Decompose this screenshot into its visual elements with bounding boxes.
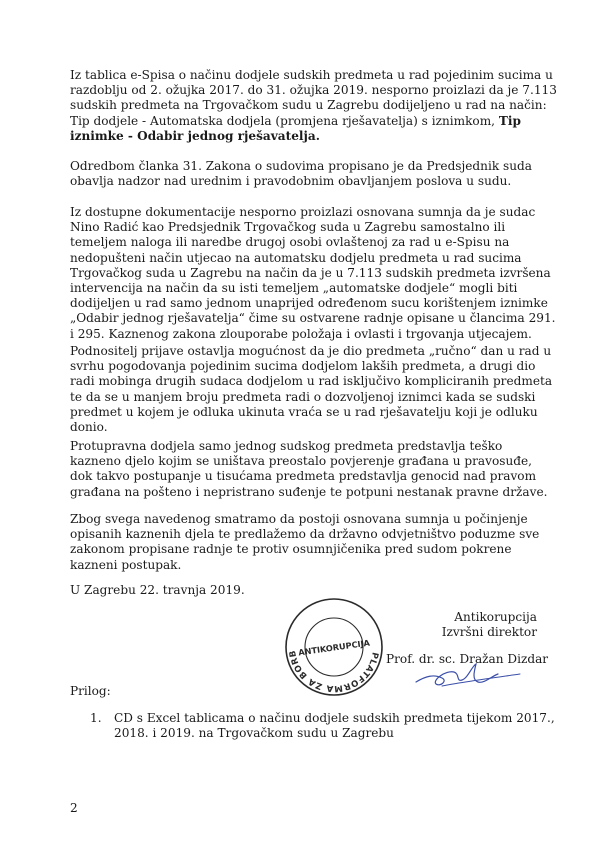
text-line: dok takvo postupanje u tisućama predmeta predstavlja genocid nad pravom bbox=[70, 469, 537, 484]
paragraph-conclusion bbox=[70, 512, 540, 573]
text-line: opisanih kaznenih djela te predlažemo da državno odvjetništvo poduzme sve bbox=[70, 527, 540, 542]
bold-text-segment: Tip bbox=[498, 113, 521, 128]
text-line: Iz tablica e-Spisa o načinu dodjele sudskih predmeta u rad pojedinim sucima u bbox=[70, 68, 553, 82]
text-line: sudskih predmeta na Trgovačkom sudu u Zagrebu dodijeljeno u rad na način: bbox=[70, 98, 547, 113]
stamp-ring-text: PLATFORMA ZA BORB bbox=[288, 649, 380, 694]
text-line: zakonom propisane radnje te protiv osumnjičenika pred sudom pokrene bbox=[70, 542, 512, 557]
text-line: „Odabir jednog rješavatelja“ čime su ostvarene radnje opisane u člancima 291. bbox=[70, 311, 556, 326]
text-line: CD s Excel tablicama o načinu dodjele sudskih predmeta tijekom 2017., bbox=[114, 711, 555, 725]
handwritten-signature bbox=[412, 660, 524, 692]
text-line: 2018. i 2019. na Trgovačkom sudu u Zagrebu bbox=[114, 726, 394, 741]
text-line: kazneno djelo kojim se uništava preostalo povjerenje građana u pravosuđe, bbox=[70, 454, 532, 469]
text-line: Zbog svega navedenog smatramo da postoji osnovana sumnja u počinjenje bbox=[70, 512, 528, 526]
signer-block bbox=[442, 610, 537, 640]
signer-role: Izvršni direktor bbox=[441, 625, 537, 640]
text-line: te da se u manjem broju predmeta radi o dozvoljenoj iznimci kada se sudski bbox=[70, 389, 536, 404]
text-line: građana na pošteno i nepristrano suđenje te potpuni nestanak pravne države. bbox=[70, 484, 548, 499]
text-line: Trgovačkog suda u Zagrebu na način da je u 7.113 sudskih predmeta izvršena bbox=[70, 265, 551, 280]
paragraph-unlawful-assignment bbox=[70, 439, 548, 500]
text-line: kazneni postupak. bbox=[70, 557, 182, 572]
signer-organization: Antikorupcija bbox=[454, 610, 537, 624]
text-line: Podnositelj prijave ostavlja mogućnost da je dio predmeta „ručno“ dan u rad u bbox=[70, 344, 552, 358]
text-segment: Tip dodjele - Automatska dodjela (promjena rješavatelja) s iznimkom, bbox=[70, 113, 499, 128]
list-item-text bbox=[114, 711, 555, 741]
text-line: Odredbom članka 31. Zakona o sudovima propisano je da Predsjednik suda bbox=[70, 159, 532, 173]
paragraph-manual-assignment bbox=[70, 344, 553, 435]
text-line: Nino Radić kao Predsjednik Trgovačkog suda u Zagrebu samostalno ili bbox=[70, 220, 506, 235]
list-item-number: 1. bbox=[90, 711, 102, 725]
attachments-label: Prilog: bbox=[70, 684, 111, 698]
text-line: i 295. Kaznenog zakona zlouporabe položaja i ovlasti i trgovanja utjecajem. bbox=[70, 326, 532, 341]
paragraph-court-law bbox=[70, 159, 540, 189]
paragraph-suspicion bbox=[70, 205, 556, 342]
text-line: radi mobinga drugih sudaca dodjelom u rad isključivo kompliciranih predmeta bbox=[70, 374, 553, 389]
bold-text-line: iznimke - Odabir jednog rješavatelja. bbox=[70, 128, 320, 143]
text-line: temeljem naloga ili naredbe drugoj osobi ovlaštenoj za rad u e-Spisu na bbox=[70, 235, 510, 250]
text-line: predmet u kojem je odluka ukinuta vraća se u rad rješavatelju koji je odluku bbox=[70, 404, 538, 419]
text-line: dodijeljen u rad samo jednom unaprijed određenom sucu korištenjem iznimke bbox=[70, 296, 548, 311]
signature-graphic bbox=[412, 660, 524, 692]
stamp-center-text: ANTIKORUPCIJA bbox=[297, 637, 371, 658]
text-line: svrhu pogodovanja pojedinim sucima dodjelom lakših predmeta, a drugi dio bbox=[70, 359, 536, 374]
text-line: Protupravna dodjela samo jednog sudskog predmeta predstavlja teško bbox=[70, 439, 503, 453]
organization-stamp bbox=[283, 596, 385, 698]
text-line: intervencija na način da su isti temeljem „automatske dodjele“ mogli biti bbox=[70, 281, 518, 296]
signer-name: Prof. dr. sc. Dražan Dizdar bbox=[386, 652, 549, 666]
paragraph-espis-tables bbox=[70, 68, 557, 144]
text-line: razdoblju od 2. ožujka 2017. do 31. ožujka 2019. nesporno proizlazi da je 7.113 bbox=[70, 83, 557, 98]
text-line: donio. bbox=[70, 420, 108, 435]
page-number: 2 bbox=[70, 801, 78, 815]
text-line: obavlja nadzor nad urednim i pravodobnim obavljanjem poslova u sudu. bbox=[70, 174, 512, 189]
text-line: nedopušteni način utjecao na automatsku dodjelu predmeta u rad sucima bbox=[70, 250, 522, 265]
document-date: U Zagrebu 22. travnja 2019. bbox=[70, 583, 245, 597]
stamp-graphic bbox=[283, 596, 385, 698]
text-line bbox=[70, 114, 540, 129]
text-line: Iz dostupne dokumentacije nesporno proizlazi osnovana sumnja da je sudac bbox=[70, 205, 536, 219]
